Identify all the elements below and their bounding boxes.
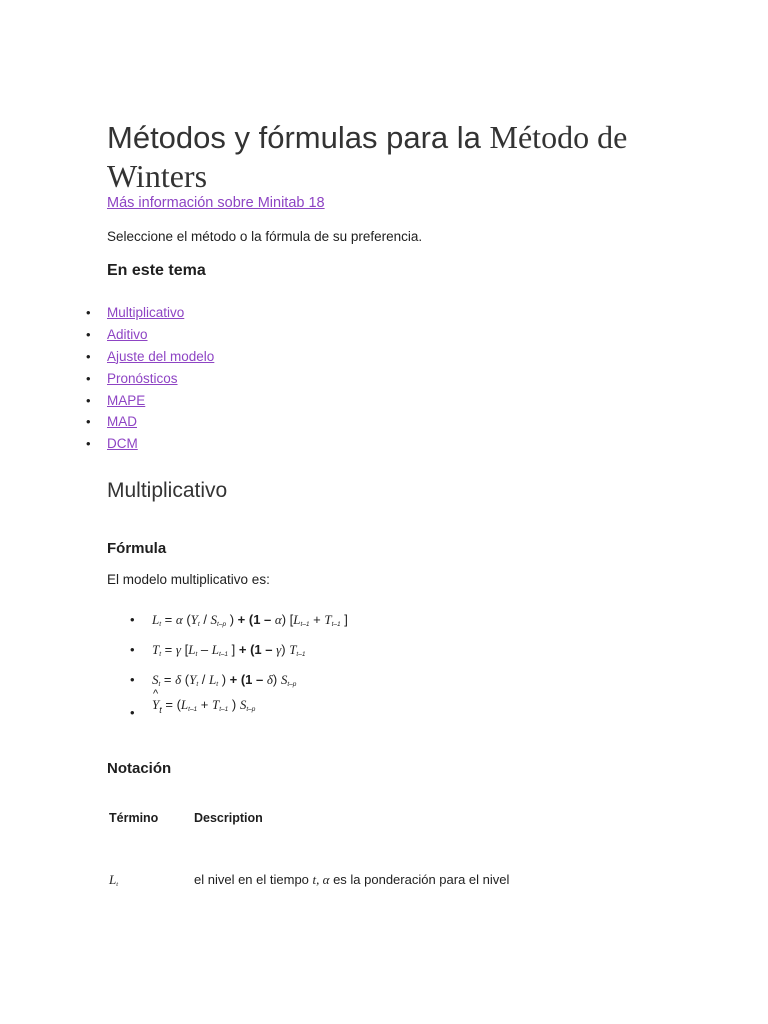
topic-item-ajuste <box>86 346 214 368</box>
formula-forecast: • ^ $Y_t = (L_{t-1} + T_{t-1}$ ) $S_{t-p}$ <box>130 688 256 720</box>
notation-description <box>194 872 509 888</box>
notation-term-subscript: t <box>116 881 119 888</box>
topic-item-pronosticos <box>86 368 214 390</box>
formula-level: • $L_t = \alpha$ ($Y_t / S_{t-p}$ ) + (1 – α) [$L_{t-1} + T_{t-1}$ ] <box>130 612 348 628</box>
topic-link-ajuste-del-modelo[interactable]: Ajuste del modelo <box>107 348 215 364</box>
topic-link-aditivo[interactable]: Aditivo <box>107 326 148 342</box>
model-description: El modelo multiplicativo es: <box>107 572 270 587</box>
column-header-term: Término <box>109 811 159 825</box>
topic-item-multiplicativo <box>86 302 214 324</box>
topic-item-mad <box>86 411 214 433</box>
topic-item-dcm <box>86 433 214 455</box>
page-title-part1: Métodos y fórmulas para la <box>107 120 490 155</box>
column-header-description: Description <box>194 811 263 825</box>
notation-term <box>109 872 118 888</box>
notation-desc-variable: t, α <box>312 872 330 887</box>
formula-trend: • $T_t = \gamma$ [$L_t - L_{t-1}$ ] + (1 – γ) $T_{t-1}$ <box>130 642 306 658</box>
intro-text: Seleccione el método o la fórmula de su preferencia. <box>107 229 423 244</box>
formula-seasonal: • $S_t = \delta$ ($Y_t / L_t$ ) + (1 – δ) $S_{t-p}$ <box>130 672 297 688</box>
notation-desc-after: es la ponderación para el nivel <box>329 872 510 887</box>
notation-heading: Notación <box>107 760 172 777</box>
topic-link-mape[interactable]: MAPE <box>107 392 146 408</box>
topic-item-mape <box>86 390 214 412</box>
page-title-part2: Método de Winters <box>107 119 628 194</box>
notation-desc-before: el nivel en el tiempo <box>194 872 313 887</box>
page-title <box>107 118 707 196</box>
topics-heading: En este tema <box>107 262 206 279</box>
more-info-link[interactable]: Más información sobre Minitab 18 <box>107 195 325 211</box>
topic-item-aditivo <box>86 324 214 346</box>
topics-list <box>86 302 214 455</box>
notation-term-symbol: L <box>109 872 117 887</box>
topic-link-dcm[interactable]: DCM <box>107 436 138 452</box>
topic-link-mad[interactable]: MAD <box>107 414 137 430</box>
topic-link-multiplicativo[interactable]: Multiplicativo <box>107 305 185 320</box>
section-title: Multiplicativo <box>107 479 228 502</box>
topic-link-pronosticos[interactable]: Pronósticos <box>107 370 178 386</box>
formula-heading: Fórmula <box>107 540 167 557</box>
